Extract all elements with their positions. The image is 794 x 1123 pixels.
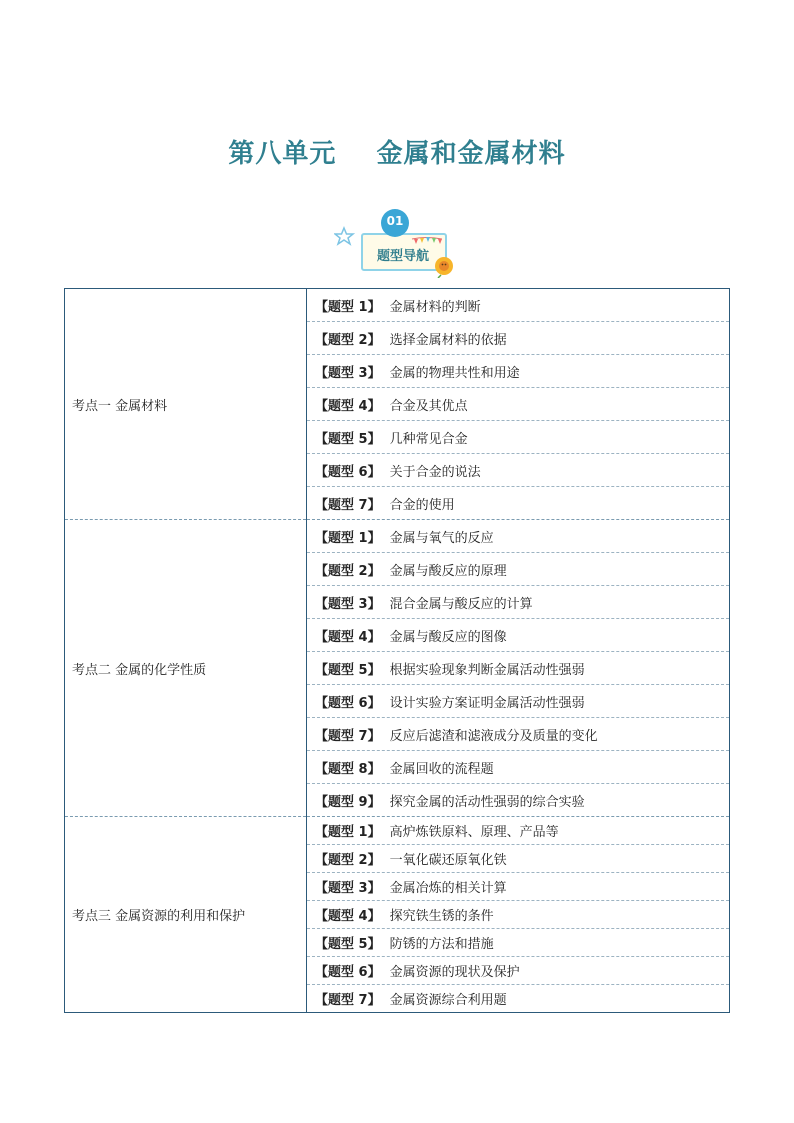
type-cell[interactable] <box>307 421 730 454</box>
table-row <box>65 817 730 845</box>
type-text: 金属与酸反应的图像 <box>389 629 507 645</box>
type-text: 金属资源的现状及保护 <box>389 965 520 980</box>
topic-cell: 考点三 金属资源的利用和保护 <box>65 817 307 1013</box>
type-tag: 【题型 8】 <box>315 761 381 777</box>
type-text: 反应后滤渣和滤液成分及质量的变化 <box>389 728 598 744</box>
type-cell[interactable] <box>307 619 730 652</box>
type-cell[interactable] <box>307 652 730 685</box>
type-cell[interactable] <box>307 355 730 388</box>
type-cell[interactable] <box>307 929 730 957</box>
type-tag: 【题型 2】 <box>315 853 381 868</box>
type-text: 关于合金的说法 <box>389 464 481 480</box>
type-cell[interactable] <box>307 985 730 1013</box>
type-tag: 【题型 7】 <box>315 497 381 513</box>
type-cell[interactable] <box>307 901 730 929</box>
type-tag: 【题型 2】 <box>315 563 381 579</box>
type-cell[interactable] <box>307 289 730 322</box>
type-cell[interactable] <box>307 322 730 355</box>
type-text: 混合金属与酸反应的计算 <box>389 596 533 612</box>
type-tag: 【题型 4】 <box>315 398 381 414</box>
table-row <box>65 289 730 322</box>
type-tag: 【题型 1】 <box>315 530 381 546</box>
section-badge <box>334 206 456 278</box>
type-text: 选择金属材料的依据 <box>389 332 507 348</box>
type-tag: 【题型 1】 <box>315 299 381 315</box>
type-tag: 【题型 1】 <box>315 825 381 840</box>
type-tag: 【题型 4】 <box>315 909 381 924</box>
type-cell[interactable] <box>307 388 730 421</box>
type-text: 合金的使用 <box>389 497 455 513</box>
topic-cell: 考点一 金属材料 <box>65 289 307 520</box>
type-cell[interactable] <box>307 784 730 817</box>
type-cell[interactable] <box>307 718 730 751</box>
page-title: 第八单元 金属和金属材料 <box>228 139 566 169</box>
type-text: 金属材料的判断 <box>389 299 481 315</box>
type-tag: 【题型 5】 <box>315 431 381 447</box>
type-tag: 【题型 7】 <box>315 728 381 744</box>
type-text: 金属与氧气的反应 <box>389 530 494 546</box>
type-cell[interactable] <box>307 454 730 487</box>
type-tag: 【题型 4】 <box>315 629 381 645</box>
type-tag: 【题型 6】 <box>315 695 381 711</box>
type-cell[interactable] <box>307 817 730 845</box>
type-cell[interactable] <box>307 845 730 873</box>
type-cell[interactable] <box>307 586 730 619</box>
type-cell[interactable] <box>307 487 730 520</box>
type-cell[interactable] <box>307 957 730 985</box>
type-tag: 【题型 5】 <box>315 937 381 952</box>
type-tag: 【题型 3】 <box>315 596 381 612</box>
type-tag: 【题型 3】 <box>315 365 381 381</box>
badge-label: 题型导航 <box>376 249 429 264</box>
question-type-table <box>64 288 730 1013</box>
type-cell[interactable] <box>307 751 730 784</box>
type-text: 金属冶炼的相关计算 <box>389 881 507 896</box>
type-tag: 【题型 6】 <box>315 464 381 480</box>
type-cell[interactable] <box>307 553 730 586</box>
type-tag: 【题型 5】 <box>315 662 381 678</box>
badge-number: 01 <box>386 214 404 228</box>
type-text: 一氧化碳还原氧化铁 <box>389 853 507 868</box>
type-text: 探究金属的活动性强弱的综合实验 <box>389 794 585 810</box>
type-text: 探究铁生锈的条件 <box>389 909 494 924</box>
type-text: 几种常见合金 <box>389 431 468 447</box>
type-text: 高炉炼铁原料、原理、产品等 <box>389 825 559 840</box>
type-cell[interactable] <box>307 685 730 718</box>
table-row <box>65 520 730 553</box>
type-text: 合金及其优点 <box>389 398 468 414</box>
type-tag: 【题型 6】 <box>315 965 381 980</box>
type-text: 金属的物理共性和用途 <box>389 365 520 381</box>
type-text: 根据实验现象判断金属活动性强弱 <box>389 662 585 678</box>
type-text: 设计实验方案证明金属活动性强弱 <box>389 695 585 711</box>
type-tag: 【题型 7】 <box>315 993 381 1008</box>
type-tag: 【题型 9】 <box>315 794 381 810</box>
type-text: 金属资源综合利用题 <box>389 993 507 1008</box>
type-cell[interactable] <box>307 873 730 901</box>
topic-cell: 考点二 金属的化学性质 <box>65 520 307 817</box>
type-text: 金属与酸反应的原理 <box>389 563 507 579</box>
type-tag: 【题型 2】 <box>315 332 381 348</box>
type-cell[interactable] <box>307 520 730 553</box>
type-text: 防锈的方法和措施 <box>389 937 494 952</box>
type-tag: 【题型 3】 <box>315 881 381 896</box>
type-text: 金属回收的流程题 <box>389 761 494 777</box>
